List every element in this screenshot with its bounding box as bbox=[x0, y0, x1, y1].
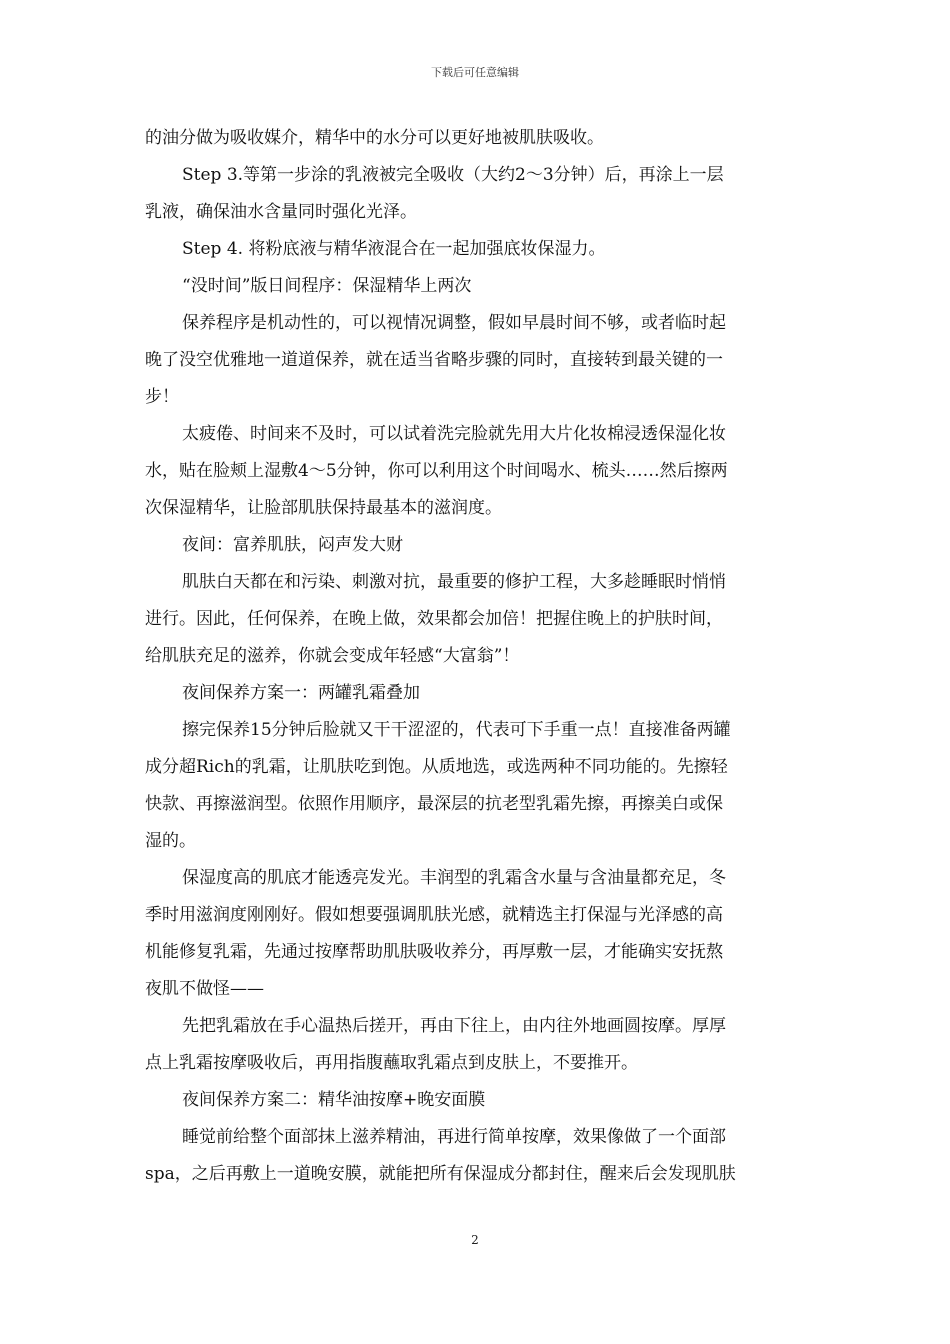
text-line: 湿的。 bbox=[145, 831, 196, 851]
text-line: 保养程序是机动性的，可以视情况调整，假如早晨时间不够，或者临时起 bbox=[182, 313, 726, 333]
text-line: 进行。因此，任何保养，在晚上做，效果都会加倍！把握住晚上的护肤时间， bbox=[145, 609, 723, 629]
page-number: 2 bbox=[471, 1233, 479, 1247]
text-line: 夜肌不做怪—— bbox=[145, 979, 264, 999]
text-line: 步！ bbox=[145, 387, 179, 407]
text-line: 点上乳霜按摩吸收后，再用指腹蘸取乳霜点到皮肤上，不要推开。 bbox=[145, 1053, 638, 1073]
page-header: 下载后可任意编辑 bbox=[431, 66, 519, 79]
text-line: 擦完保养15分钟后脸就又干干涩涩的，代表可下手重一点！直接准备两罐 bbox=[182, 720, 731, 740]
text-line: 快款、再擦滋润型。依照作用顺序，最深层的抗老型乳霜先擦，再擦美白或保 bbox=[145, 794, 723, 814]
text-line: 先把乳霜放在手心温热后搓开，再由下往上，由内往外地画圆按摩。厚厚 bbox=[182, 1016, 726, 1036]
text-line: 乳液，确保油水含量同时强化光泽。 bbox=[145, 202, 417, 222]
text-line: 成分超Rich的乳霜，让肌肤吃到饱。从质地选，或选两种不同功能的。先擦轻 bbox=[145, 757, 728, 777]
text-line: Step 4. 将粉底液与精华液混合在一起加强底妆保湿力。 bbox=[182, 239, 606, 259]
text-line: 晚了没空优雅地一道道保养，就在适当省略步骤的同时，直接转到最关键的一 bbox=[145, 350, 723, 370]
section-heading: 夜间保养方案一：两罐乳霜叠加 bbox=[182, 683, 420, 703]
text-line: 季时用滋润度刚刚好。假如想要强调肌肤光感，就精选主打保湿与光泽感的高 bbox=[145, 905, 723, 925]
text-line: 机能修复乳霜，先通过按摩帮助肌肤吸收养分，再厚敷一层，才能确实安抚熬 bbox=[145, 942, 723, 962]
text-line: 保湿度高的肌底才能透亮发光。丰润型的乳霜含水量与含油量都充足，冬 bbox=[182, 868, 726, 888]
document-body bbox=[145, 120, 805, 1193]
text-line: 肌肤白天都在和污染、刺激对抗，最重要的修护工程，大多趁睡眠时悄悄 bbox=[182, 572, 726, 592]
section-heading: “没时间”版日间程序：保湿精华上两次 bbox=[182, 276, 472, 296]
text-line: 的油分做为吸收媒介，精华中的水分可以更好地被肌肤吸收。 bbox=[145, 128, 604, 148]
section-heading: 夜间保养方案二：精华油按摩+晚安面膜 bbox=[182, 1090, 486, 1110]
text-line: 睡觉前给整个面部抹上滋养精油，再进行简单按摩，效果像做了一个面部 bbox=[182, 1127, 726, 1147]
section-heading: 夜间：富养肌肤，闷声发大财 bbox=[182, 535, 403, 555]
text-line: 水，贴在脸颊上湿敷4～5分钟，你可以利用这个时间喝水、梳头……然后擦两 bbox=[145, 461, 728, 481]
text-line: spa，之后再敷上一道晚安膜，就能把所有保湿成分都封住，醒来后会发现肌肤 bbox=[145, 1164, 736, 1184]
text-line: 给肌肤充足的滋养，你就会变成年轻感“大富翁”！ bbox=[145, 646, 520, 666]
text-line: Step 3.等第一步涂的乳液被完全吸收（大约2～3分钟）后，再涂上一层 bbox=[182, 165, 724, 185]
text-line: 次保湿精华，让脸部肌肤保持最基本的滋润度。 bbox=[145, 498, 502, 518]
text-line: 太疲倦、时间来不及时，可以试着洗完脸就先用大片化妆棉浸透保湿化妆 bbox=[182, 424, 726, 444]
